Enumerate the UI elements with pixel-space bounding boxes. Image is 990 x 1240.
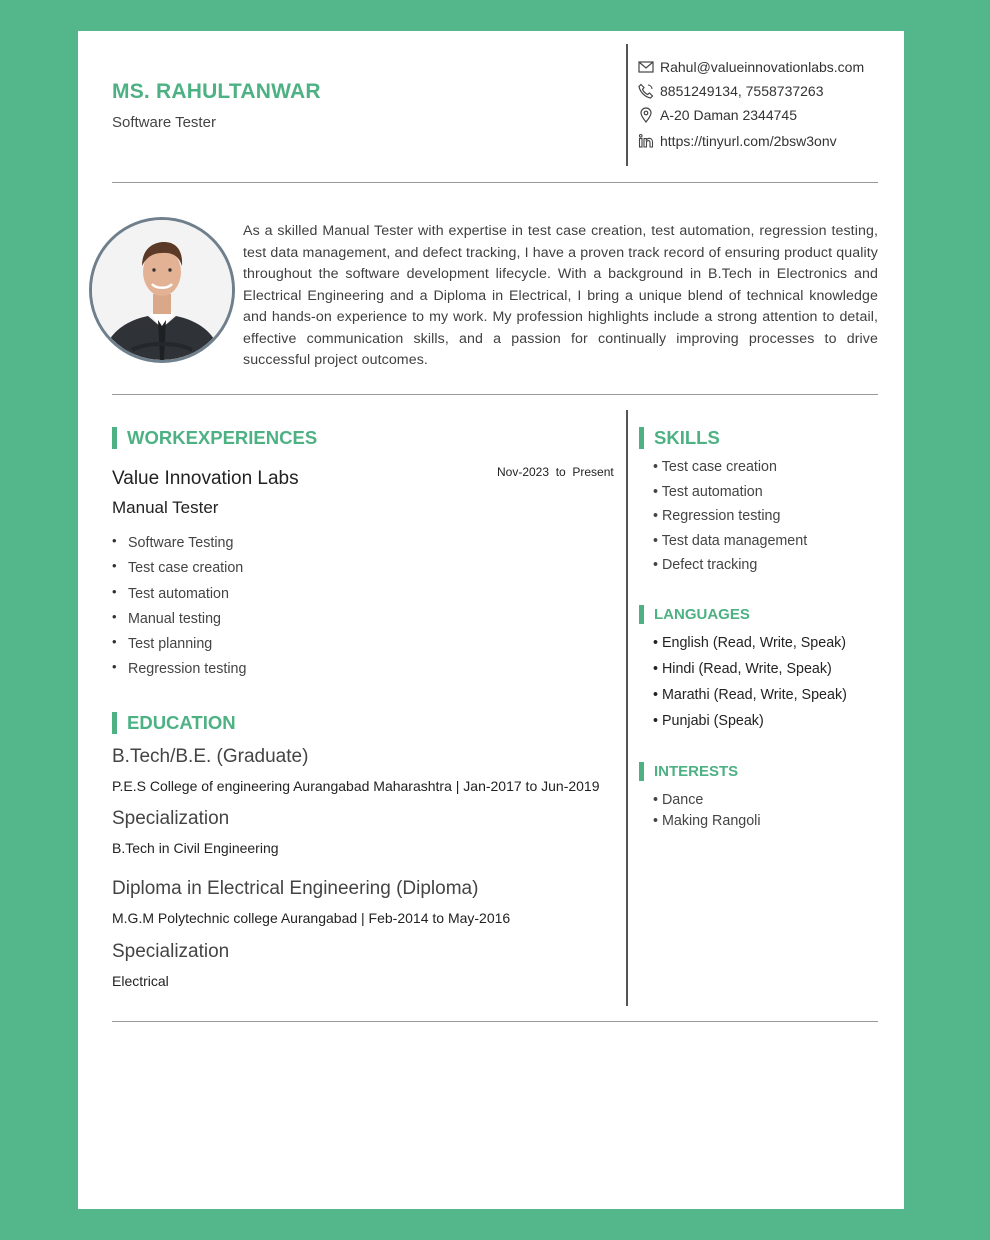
linkedin-text: https://tinyurl.com/2bsw3onv [660, 133, 837, 149]
location-icon [638, 107, 654, 123]
specialization-label: Specialization [112, 941, 230, 962]
accent-bar [639, 427, 644, 449]
mail-icon [638, 59, 654, 75]
interests-heading [639, 762, 738, 781]
contact-address [638, 107, 797, 123]
professional-summary: As a skilled Manual Tester with expertise in test case creation, test automation, regression testing, test data management, and defect tracking, I have a proven track record of ensuring product quality throughout the software development lifecycle. With a background in B.Tech in Electronics and Electrical Engineering and a Diploma in Electrical, I bring a unique blend of technical knowledge and hands-on experience to my work. My profession highlights include a strong attention to detail, effective communication skills, and a passion for continually improving processes to drive successful project outcomes. [243, 223, 878, 368]
divider-line [112, 182, 878, 183]
contact-linkedin[interactable] [638, 133, 837, 149]
contact-phone[interactable] [638, 83, 824, 99]
list-item: • Regression testing [653, 508, 807, 533]
institution-line: M.G.M Polytechnic college Aurangabad | Feb-2014 to May-2016 [112, 910, 511, 926]
accent-bar [112, 427, 117, 449]
education-heading-text: EDUCATION [127, 712, 236, 733]
accent-bar [639, 762, 644, 781]
contact-email[interactable] [638, 59, 864, 75]
list-item: • Manual testing [112, 611, 246, 636]
email-text: Rahul@valueinnovationlabs.com [660, 59, 865, 75]
list-item: • Making Rangoli [653, 813, 761, 834]
degree-title: B.Tech/B.E. (Graduate) [112, 746, 309, 767]
list-item: • Defect tracking [653, 557, 807, 582]
candidate-title: Software Tester [112, 114, 216, 131]
work-heading [112, 427, 317, 449]
list-item: • Test case creation [653, 459, 807, 484]
work-dates: Nov-2023 to Present [497, 465, 614, 479]
skills-list [653, 459, 807, 582]
list-item: • Test automation [112, 586, 246, 611]
languages-list [653, 635, 847, 739]
column-divider [626, 410, 628, 1006]
phone-text: 8851249134, 7558737263 [660, 83, 824, 99]
languages-heading-text: LANGUAGES [654, 606, 750, 623]
education-heading [112, 712, 236, 734]
skills-heading-text: SKILLS [654, 427, 720, 448]
profile-photo [89, 217, 235, 363]
header-divider [626, 44, 628, 166]
linkedin-icon [638, 133, 654, 149]
interests-heading-text: INTERESTS [654, 763, 739, 780]
list-item: • Test planning [112, 636, 246, 661]
interests-list [653, 792, 761, 834]
work-heading-text: WORKEXPERIENCES [127, 427, 318, 448]
phone-icon [638, 83, 654, 99]
languages-heading [639, 605, 750, 624]
job-role: Manual Tester [112, 498, 219, 517]
list-item: • Software Testing [112, 535, 246, 560]
specialization-label: Specialization [112, 808, 230, 829]
list-item: • Hindi (Read, Write, Speak) [653, 661, 847, 687]
list-item: • Dance [653, 792, 761, 813]
specialization-value: Electrical [112, 973, 169, 989]
list-item: • Marathi (Read, Write, Speak) [653, 687, 847, 713]
list-item: • Punjabi (Speak) [653, 713, 847, 739]
accent-bar [112, 712, 117, 734]
specialization-value: B.Tech in Civil Engineering [112, 840, 279, 856]
skills-heading [639, 427, 720, 449]
divider-line [112, 1021, 878, 1022]
company-name: Value Innovation Labs [112, 468, 299, 489]
address-text: A-20 Daman 2344745 [660, 107, 797, 123]
list-item: • English (Read, Write, Speak) [653, 635, 847, 661]
person-portrait-icon [92, 220, 232, 360]
resume-sheet [78, 31, 904, 1209]
list-item: • Test case creation [112, 560, 246, 585]
institution-line: P.E.S College of engineering Aurangabad Maharashtra | Jan-2017 to Jun-2019 [112, 778, 600, 794]
divider-line [112, 394, 878, 395]
list-item: • Regression testing [112, 661, 246, 686]
degree-title: Diploma in Electrical Engineering (Diploma) [112, 878, 479, 899]
candidate-name: MS. RAHULTANWAR [112, 80, 321, 103]
accent-bar [639, 605, 644, 624]
list-item: • Test automation [653, 484, 807, 509]
list-item: • Test data management [653, 533, 807, 558]
work-duties-list [112, 535, 246, 687]
